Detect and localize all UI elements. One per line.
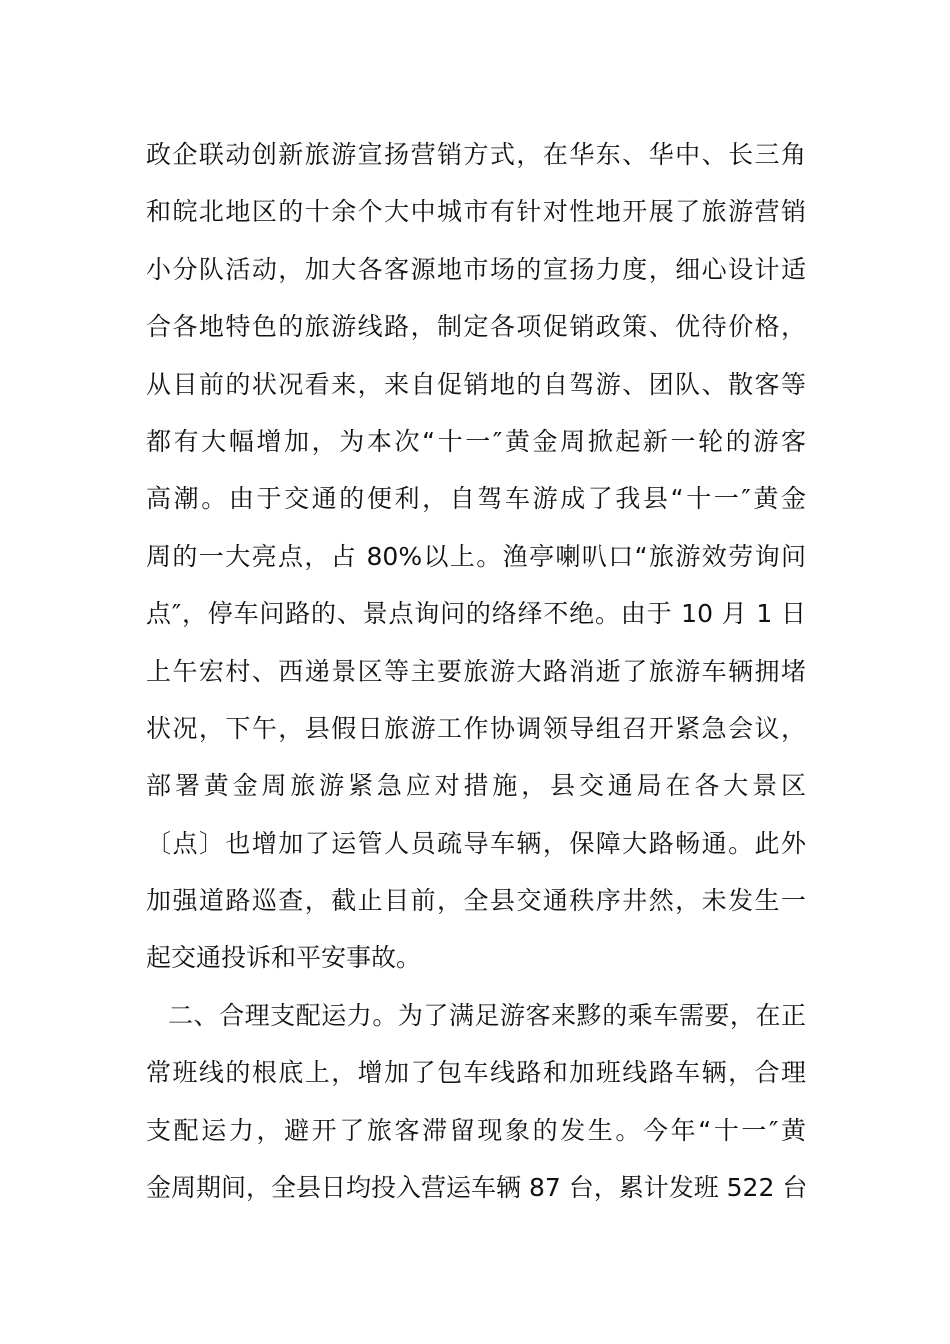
paragraph-start-line: 二、合理支配运力。为了满足游客来黟的乘车需要，在正: [168, 1000, 806, 1030]
text-line: 支配运力，避开了旅客滞留现象的发生。今年“十一″黄: [146, 1115, 806, 1145]
paragraph-end-line: 起交通投诉和平安事故。: [146, 943, 422, 973]
text-line: 和皖北地区的十余个大中城市有针对性地开展了旅游营销: [146, 197, 806, 227]
text-line: 状况，下午，县假日旅游工作协调领导组召开紧急会议，: [146, 713, 806, 743]
text-line: 点″，停车问路的、景点询问的络绎不绝。由于 10 月 1 日: [146, 599, 806, 629]
text-line: 金周期间，全县日均投入营运车辆 87 台，累计发班 522 台: [146, 1173, 808, 1203]
text-line: 加强道路巡查，截止目前，全县交通秩序井然，未发生一: [146, 886, 806, 916]
text-line: 部署黄金周旅游紧急应对措施，县交通局在各大景区: [146, 771, 806, 801]
body-text: [146, 126, 806, 1216]
text-line: 政企联动创新旅游宣扬营销方式，在华东、华中、长三角: [146, 140, 806, 169]
text-line: 高潮。由于交通的便利，自驾车游成了我县“十一″黄金: [146, 484, 806, 514]
text-line: 上午宏村、西递景区等主要旅游大路消逝了旅游车辆拥堵: [146, 656, 806, 686]
text-line: 常班线的根底上，增加了包车线路和加班线路车辆，合理: [146, 1058, 806, 1088]
text-line: 合各地特色的旅游线路，制定各项促销政策、优待价格，: [146, 312, 806, 342]
text-line: 从目前的状况看来，来自促销地的自驾游、团队、散客等: [146, 369, 806, 399]
text-line: 〔点〕也增加了运管人员疏导车辆，保障大路畅通。此外: [146, 828, 806, 858]
text-line: 小分队活动，加大各客源地市场的宣扬力度，细心设计适: [146, 254, 806, 284]
text-line: 都有大幅增加，为本次“十一″黄金周掀起新一轮的游客: [146, 426, 806, 456]
text-line: 周的一大亮点，占 80%以上。渔亭喇叭口“旅游效劳询问: [146, 541, 806, 571]
